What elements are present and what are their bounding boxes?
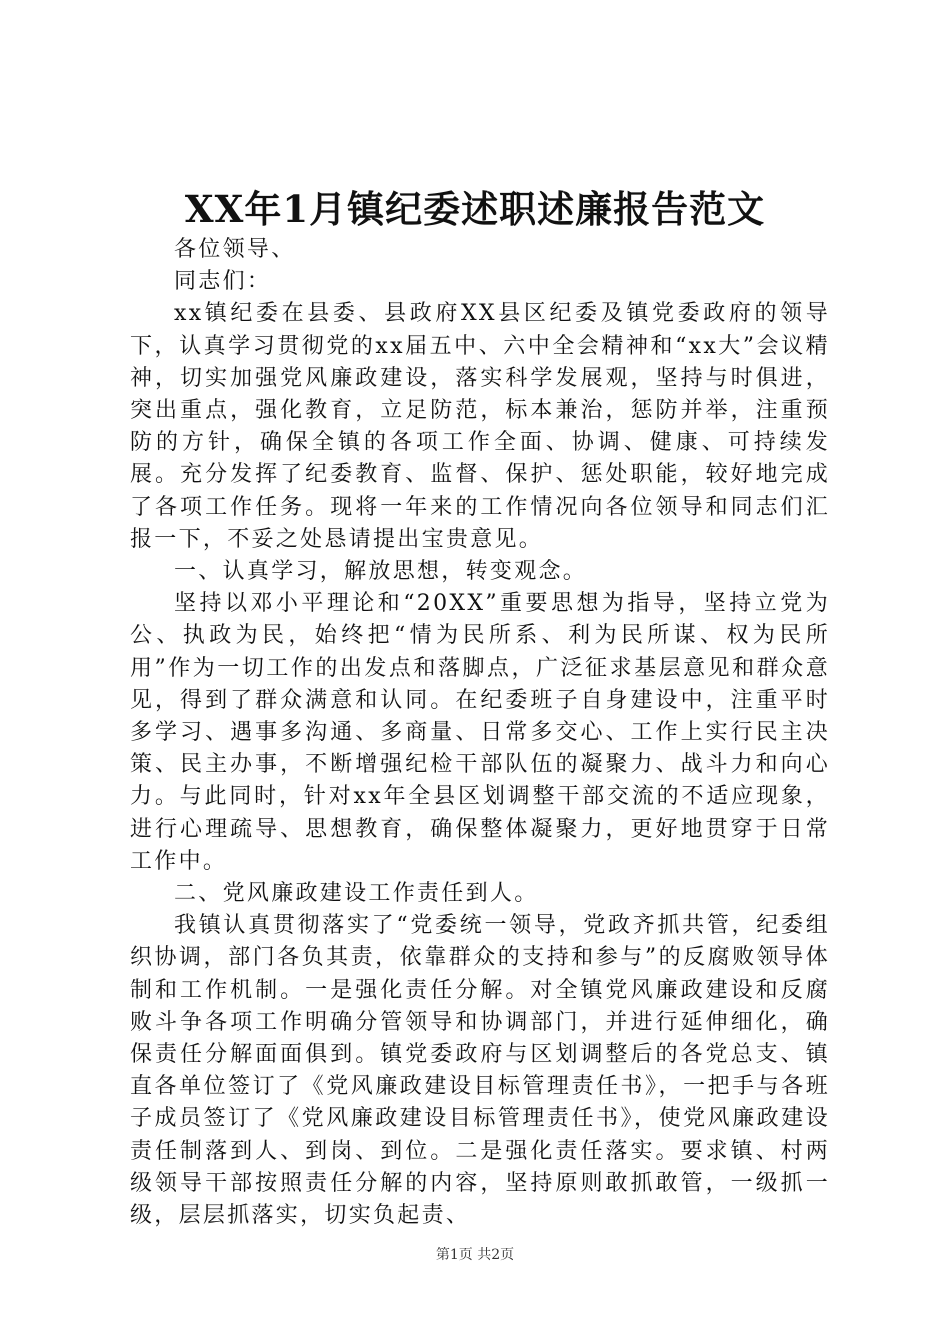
section-heading-1: 一、认真学习，解放思想，转变观念。 bbox=[174, 559, 588, 585]
body-paragraph-section-1: 坚持以邓小平理论和“20XX”重要思想为指导，坚持立党为公、执政为民，始终把“情为民所系、利为民所谋、权为民所用”作为一切工作的出发点和落脚点，广泛征求基层意见和群众意见，得到了群众满意和认同。在纪委班子自身建设中，注重平时多学习、遇事多沟通、多商量、日常多交心、工作上实行民主决策、民主办事，不断增强纪检干部队伍的凝聚力、战斗力和向心力。与此同时，针对xx年全县区划调整干部交流的不适应现象，进行心理疏导、思想教育，确保整体凝聚力，更好地贯穿于日常工作中。 bbox=[130, 591, 830, 874]
body-paragraph-intro: xx镇纪委在县委、县政府XX县区纪委及镇党委政府的领导下，认真学习贯彻党的xx届五中、六中全会精神和“xx大”会议精神，切实加强党风廉政建设，落实科学发展观，坚持与时俱进，突出重点，强化教育，立足防范，标本兼治，惩防并举，注重预防的方针，确保全镇的各项工作全面、协调、健康、可持续发展。充分发挥了纪委教育、监督、保护、惩处职能，较好地完成了各项工作任务。现将一年来的工作情况向各位领导和同志们汇报一下，不妥之处恳请提出宝贵意见。 bbox=[130, 301, 830, 552]
page-footer: 第1页 共2页 bbox=[435, 1247, 515, 1263]
document-body bbox=[130, 234, 830, 1232]
section-heading-2: 二、党风廉政建设工作责任到人。 bbox=[174, 881, 539, 907]
body-paragraph-section-2: 我镇认真贯彻落实了“党委统一领导，党政齐抓共管，纪委组织协调，部门各负其责，依靠群众的支持和参与”的反腐败领导体制和工作机制。一是强化责任分解。对全镇党风廉政建设和反腐败斗争各项工作明确分管领导和协调部门，并进行延伸细化，确保责任分解面面俱到。镇党委政府与区划调整后的各党总支、镇直各单位签订了《党风廉政建设目标管理责任书》，一把手与各班子成员签订了《党风廉政建设目标管理责任书》，使党风廉政建设责任制落到人、到岗、到位。二是强化责任落实。要求镇、村两级领导干部按照责任分解的内容，坚持原则敢抓敢管，一级抓一级，层层抓落实，切实负起责、 bbox=[130, 913, 830, 1229]
greeting-line-2: 同志们： bbox=[174, 269, 272, 295]
greeting-line-1: 各位领导、 bbox=[174, 237, 296, 262]
document-title: XX年1月镇纪委述职述廉报告范文 bbox=[184, 187, 766, 231]
